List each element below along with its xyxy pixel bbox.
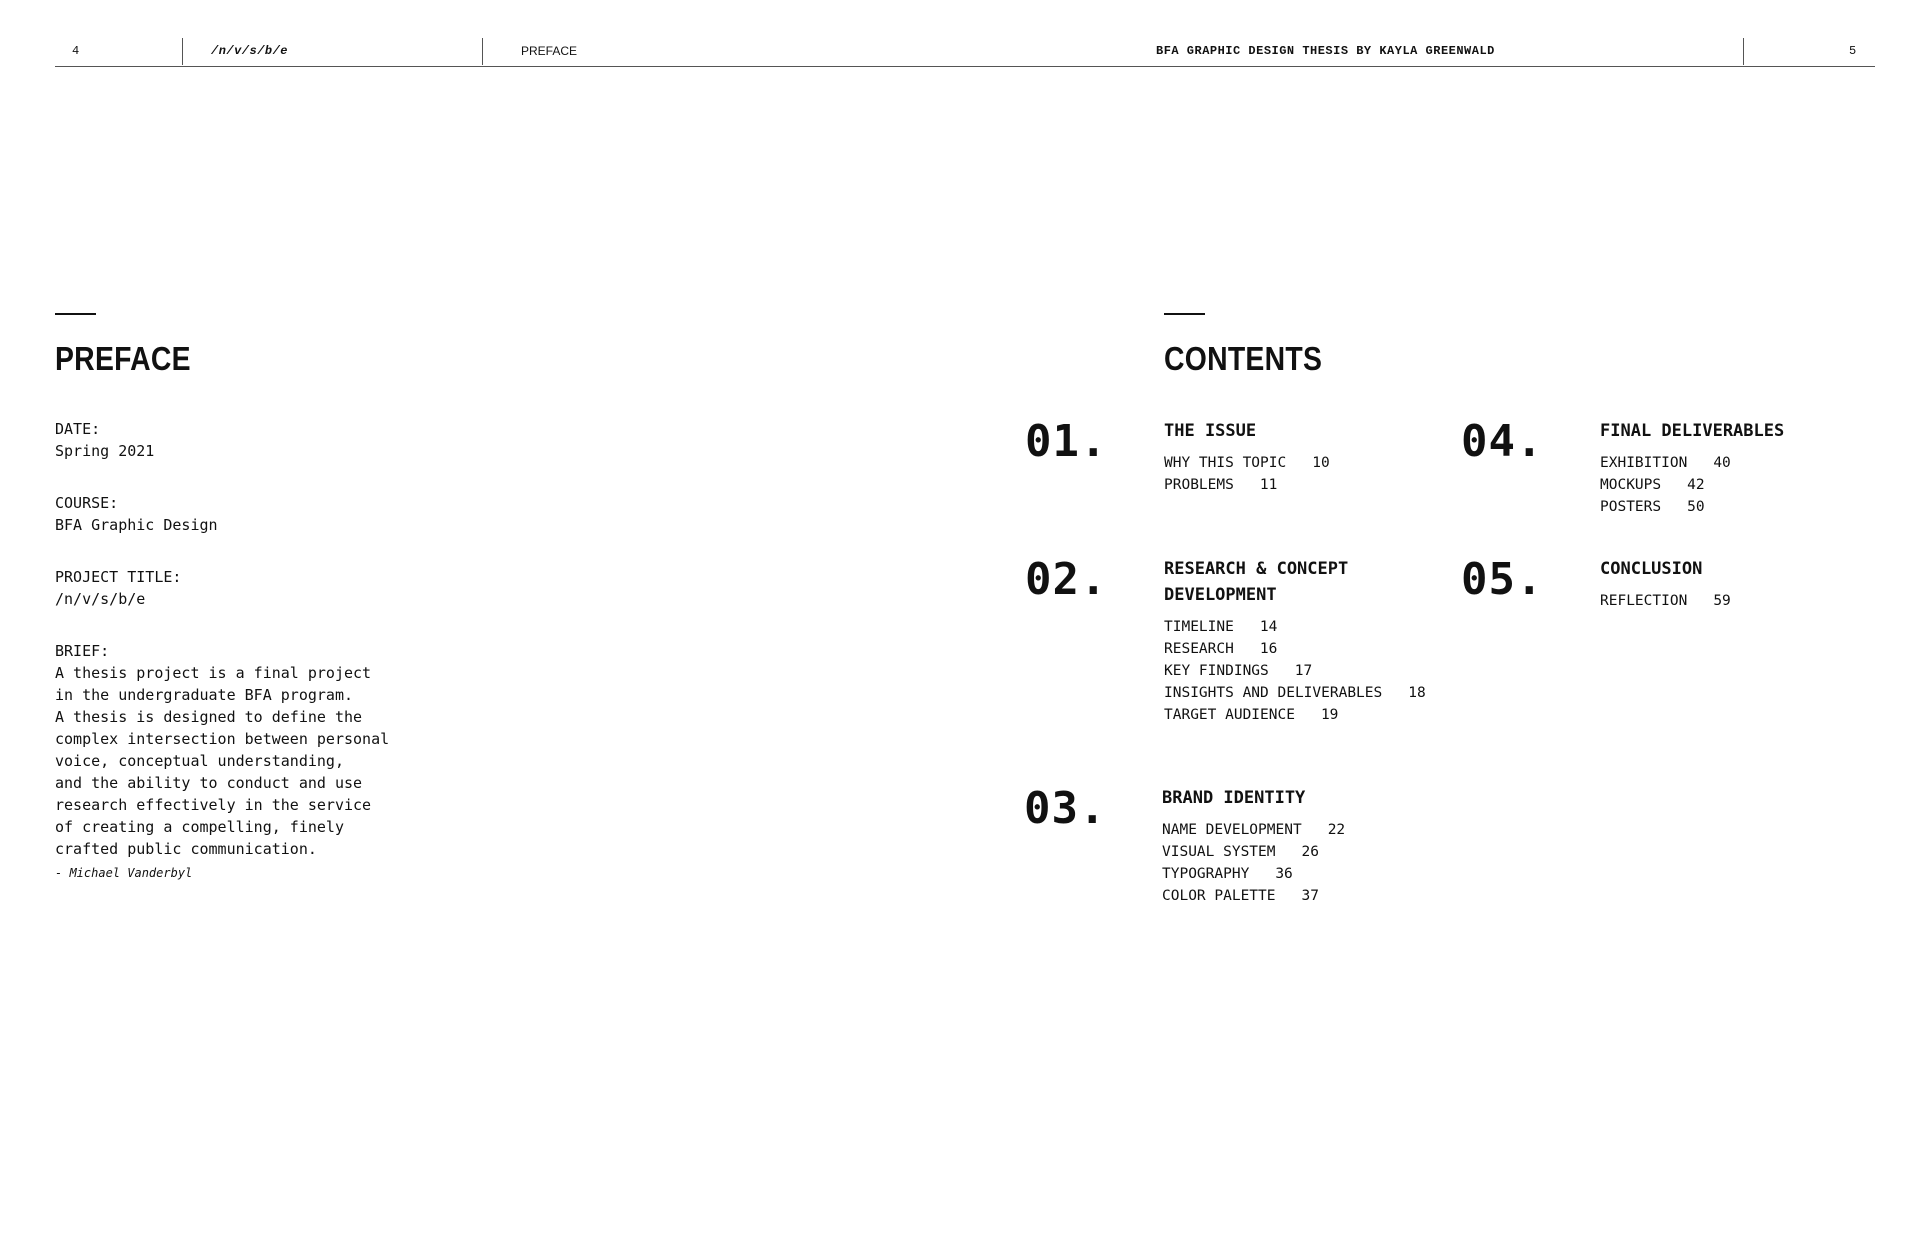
toc-section-title: CONCLUSION — [1600, 559, 1703, 579]
toc-entry[interactable]: RESEARCH 16 — [1164, 641, 1278, 657]
toc-entry[interactable]: POSTERS 50 — [1600, 499, 1705, 515]
project-title-value: /n/v/s/b/e — [55, 590, 146, 608]
toc-section-conclusion — [1600, 556, 1731, 612]
toc-section-title: BRAND IDENTITY — [1162, 788, 1306, 808]
toc-entry[interactable]: EXHIBITION 40 — [1600, 455, 1731, 471]
contents-rule — [1164, 313, 1205, 315]
brief-field — [55, 640, 389, 884]
toc-entry[interactable]: INSIGHTS AND DELIVERABLES 18 — [1164, 685, 1426, 701]
course-value: BFA Graphic Design — [55, 516, 218, 534]
toc-section-the-issue — [1164, 418, 1330, 496]
toc-entry[interactable]: WHY THIS TOPIC 10 — [1164, 455, 1330, 471]
header-divider — [182, 38, 183, 65]
toc-entry[interactable]: MOCKUPS 42 — [1600, 477, 1705, 493]
contents-title: CONTENTS — [1164, 340, 1323, 377]
toc-section-title: FINAL DELIVERABLES — [1600, 421, 1785, 441]
header-section: PREFACE — [521, 44, 578, 58]
toc-section-title: THE ISSUE — [1164, 421, 1257, 441]
section-number: 04. — [1461, 416, 1544, 467]
section-number: 03. — [1024, 783, 1107, 834]
section-number: 01. — [1025, 416, 1108, 467]
brief-label: BRIEF: — [55, 642, 110, 660]
course-field — [55, 492, 218, 536]
project-title-label: PROJECT TITLE: — [55, 568, 182, 586]
left-page-number: 4 — [72, 44, 80, 58]
date-label: DATE: — [55, 420, 101, 438]
date-value: Spring 2021 — [55, 442, 155, 460]
preface-title: PREFACE — [55, 340, 191, 377]
section-number: 02. — [1025, 554, 1108, 605]
course-label: COURSE: — [55, 494, 119, 512]
toc-section-final-deliverables — [1600, 418, 1784, 518]
section-number: 05. — [1461, 554, 1544, 605]
toc-section-research — [1164, 556, 1426, 726]
brief-text: A thesis project is a final project in the undergraduate BFA program. A thesis is designed to define the complex intersection between personal voice, conceptual understanding, and the ability to conduct and use research effectively in the service of creating a compelling, finely crafted public communication. — [55, 664, 390, 858]
header-thesis-credit: BFA GRAPHIC DESIGN THESIS BY KAYLA GREENWALD — [1156, 44, 1495, 58]
toc-entry[interactable]: REFLECTION 59 — [1600, 593, 1731, 609]
toc-section-brand-identity — [1162, 785, 1345, 907]
toc-entry[interactable]: TYPOGRAPHY 36 — [1162, 866, 1293, 882]
header-divider — [482, 38, 483, 65]
toc-entry[interactable]: COLOR PALETTE 37 — [1162, 888, 1319, 904]
header-brand: /n/v/s/b/e — [211, 44, 289, 58]
preface-rule — [55, 313, 96, 315]
toc-entry[interactable]: NAME DEVELOPMENT 22 — [1162, 822, 1346, 838]
brief-attribution: - Michael Vanderbyl — [55, 866, 193, 880]
toc-entry[interactable]: KEY FINDINGS 17 — [1164, 663, 1313, 679]
date-field — [55, 418, 154, 462]
toc-entry[interactable]: TIMELINE 14 — [1164, 619, 1278, 635]
project-title-field — [55, 566, 181, 610]
right-page-number: 5 — [1849, 44, 1857, 58]
toc-section-title: RESEARCH & CONCEPT DEVELOPMENT — [1164, 559, 1349, 605]
header-divider — [1743, 38, 1744, 65]
running-header — [55, 38, 1875, 67]
toc-entry[interactable]: VISUAL SYSTEM 26 — [1162, 844, 1319, 860]
toc-entry[interactable]: TARGET AUDIENCE 19 — [1164, 707, 1339, 723]
toc-entry[interactable]: PROBLEMS 11 — [1164, 477, 1278, 493]
